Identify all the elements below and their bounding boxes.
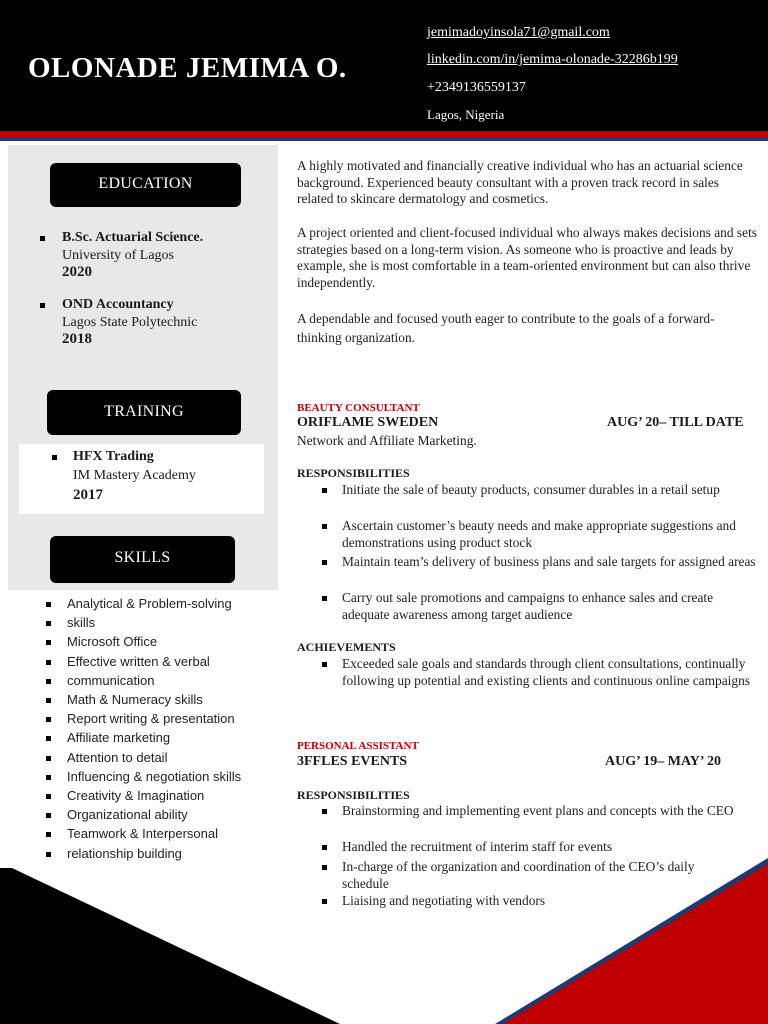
skill-item: Analytical & Problem-solving — [67, 596, 232, 611]
skill-item: Affiliate marketing — [67, 730, 171, 746]
bullet — [322, 596, 327, 601]
bullet — [322, 899, 327, 904]
achievements-heading: ACHIEVEMENTS — [297, 640, 396, 654]
responsibility-item: Carry out sale promotions and campaigns to enhance sales and create adequate awareness among target audience — [342, 590, 714, 622]
responsibilities-heading: RESPONSIBILITIES — [297, 466, 410, 480]
training-title: HFX Trading — [73, 449, 154, 464]
bullet — [322, 845, 327, 850]
education-school: Lagos State Polytechnic — [62, 315, 198, 330]
job-dates: AUG’ 20– TILL DATE — [607, 415, 744, 430]
responsibilities-heading: RESPONSIBILITIES — [297, 788, 410, 802]
skill-item: Attention to detail — [67, 749, 168, 765]
job-company: 3FFLES EVENTS — [297, 754, 408, 769]
skill-item: Effective written & verbal — [67, 653, 210, 669]
achievement-item: Exceeded sale goals and standards through client consultations, continually following up potential and existing clients and continuous online campaigns — [342, 656, 750, 688]
education-year: 2018 — [62, 331, 92, 347]
profile-paragraph-2: A project oriented and client-focused individual who always makes decisions and sets strategies based on a long-term vision. As someone who is proactive and leads by example, she is most comfortable in a team-oriented environment but can also thrive independently. — [297, 225, 757, 290]
profile-paragraph-1: A highly motivated and financially creative individual who has an actuarial science background. Experienced beauty consultant with a proven track record in sales related to skincare dermatology and cosmetics. — [297, 158, 743, 207]
profile-paragraph-3: A dependable and focused youth eager to contribute to the goals of a forward-thinking organization. — [297, 311, 715, 345]
skill-item: Microsoft Office — [67, 634, 158, 650]
bullet — [322, 865, 327, 870]
email-link[interactable]: jemimadoyinsola71@gmail.com — [427, 25, 610, 40]
skill-item: communication — [67, 672, 155, 688]
candidate-name: OLONADE JEMIMA O. — [28, 52, 347, 84]
bullet — [322, 809, 327, 814]
job-role: BEAUTY CONSULTANT — [297, 402, 420, 414]
skill-item: Math & Numeracy skills — [67, 692, 203, 707]
training-year: 2017 — [73, 487, 103, 503]
bullet — [322, 560, 327, 565]
bullet — [322, 524, 327, 529]
location: Lagos, Nigeria — [427, 107, 505, 122]
skill-item: skills — [67, 615, 96, 631]
responsibility-item: Handled the recruitment of interim staff for events — [342, 839, 613, 854]
skill-item: Organizational ability — [67, 807, 188, 823]
education-degree: OND Accountancy — [62, 297, 174, 312]
skill-item: Teamwork & Interpersonal — [67, 826, 219, 842]
training-heading: TRAINING — [47, 390, 241, 435]
responsibility-item: Ascertain customer’s beauty needs and make appropriate suggestions and demonstrations using product stock — [342, 518, 736, 550]
job-subtitle: Network and Affiliate Marketing. — [297, 433, 477, 448]
skill-item: relationship building — [67, 845, 182, 861]
job-role: PERSONAL ASSISTANT — [297, 740, 419, 752]
job-company: ORIFLAME SWEDEN — [297, 415, 439, 430]
phone-number: +2349136559137 — [427, 80, 526, 95]
education-school: University of Lagos — [62, 248, 174, 263]
responsibility-item: Liaising and negotiating with vendors — [342, 893, 546, 908]
job-dates: AUG’ 19– MAY’ 20 — [605, 754, 722, 769]
skill-item: Creativity & Imagination — [67, 788, 205, 803]
responsibility-item: Brainstorming and implementing event plans and concepts with the CEO — [342, 803, 734, 818]
training-org: IM Mastery Academy — [73, 468, 196, 483]
bullet — [322, 488, 327, 493]
bullet — [322, 662, 327, 667]
linkedin-link[interactable]: linkedin.com/in/jemima-olonade-32286b199 — [427, 52, 678, 67]
skill-item: Influencing & negotiation skills — [67, 768, 242, 784]
education-degree: B.Sc. Actuarial Science. — [62, 230, 204, 245]
responsibility-item: In-charge of the organization and coordination of the CEO’s daily schedule — [342, 859, 695, 891]
skills-heading: SKILLS — [50, 536, 235, 583]
skill-item: Report writing & presentation — [67, 711, 235, 727]
education-heading: EDUCATION — [50, 163, 241, 207]
responsibility-item: Initiate the sale of beauty products, consumer durables in a retail setup — [342, 482, 720, 497]
responsibility-item: Maintain team’s delivery of business plans and sale targets for assigned areas — [342, 554, 756, 569]
education-year: 2020 — [62, 264, 92, 280]
